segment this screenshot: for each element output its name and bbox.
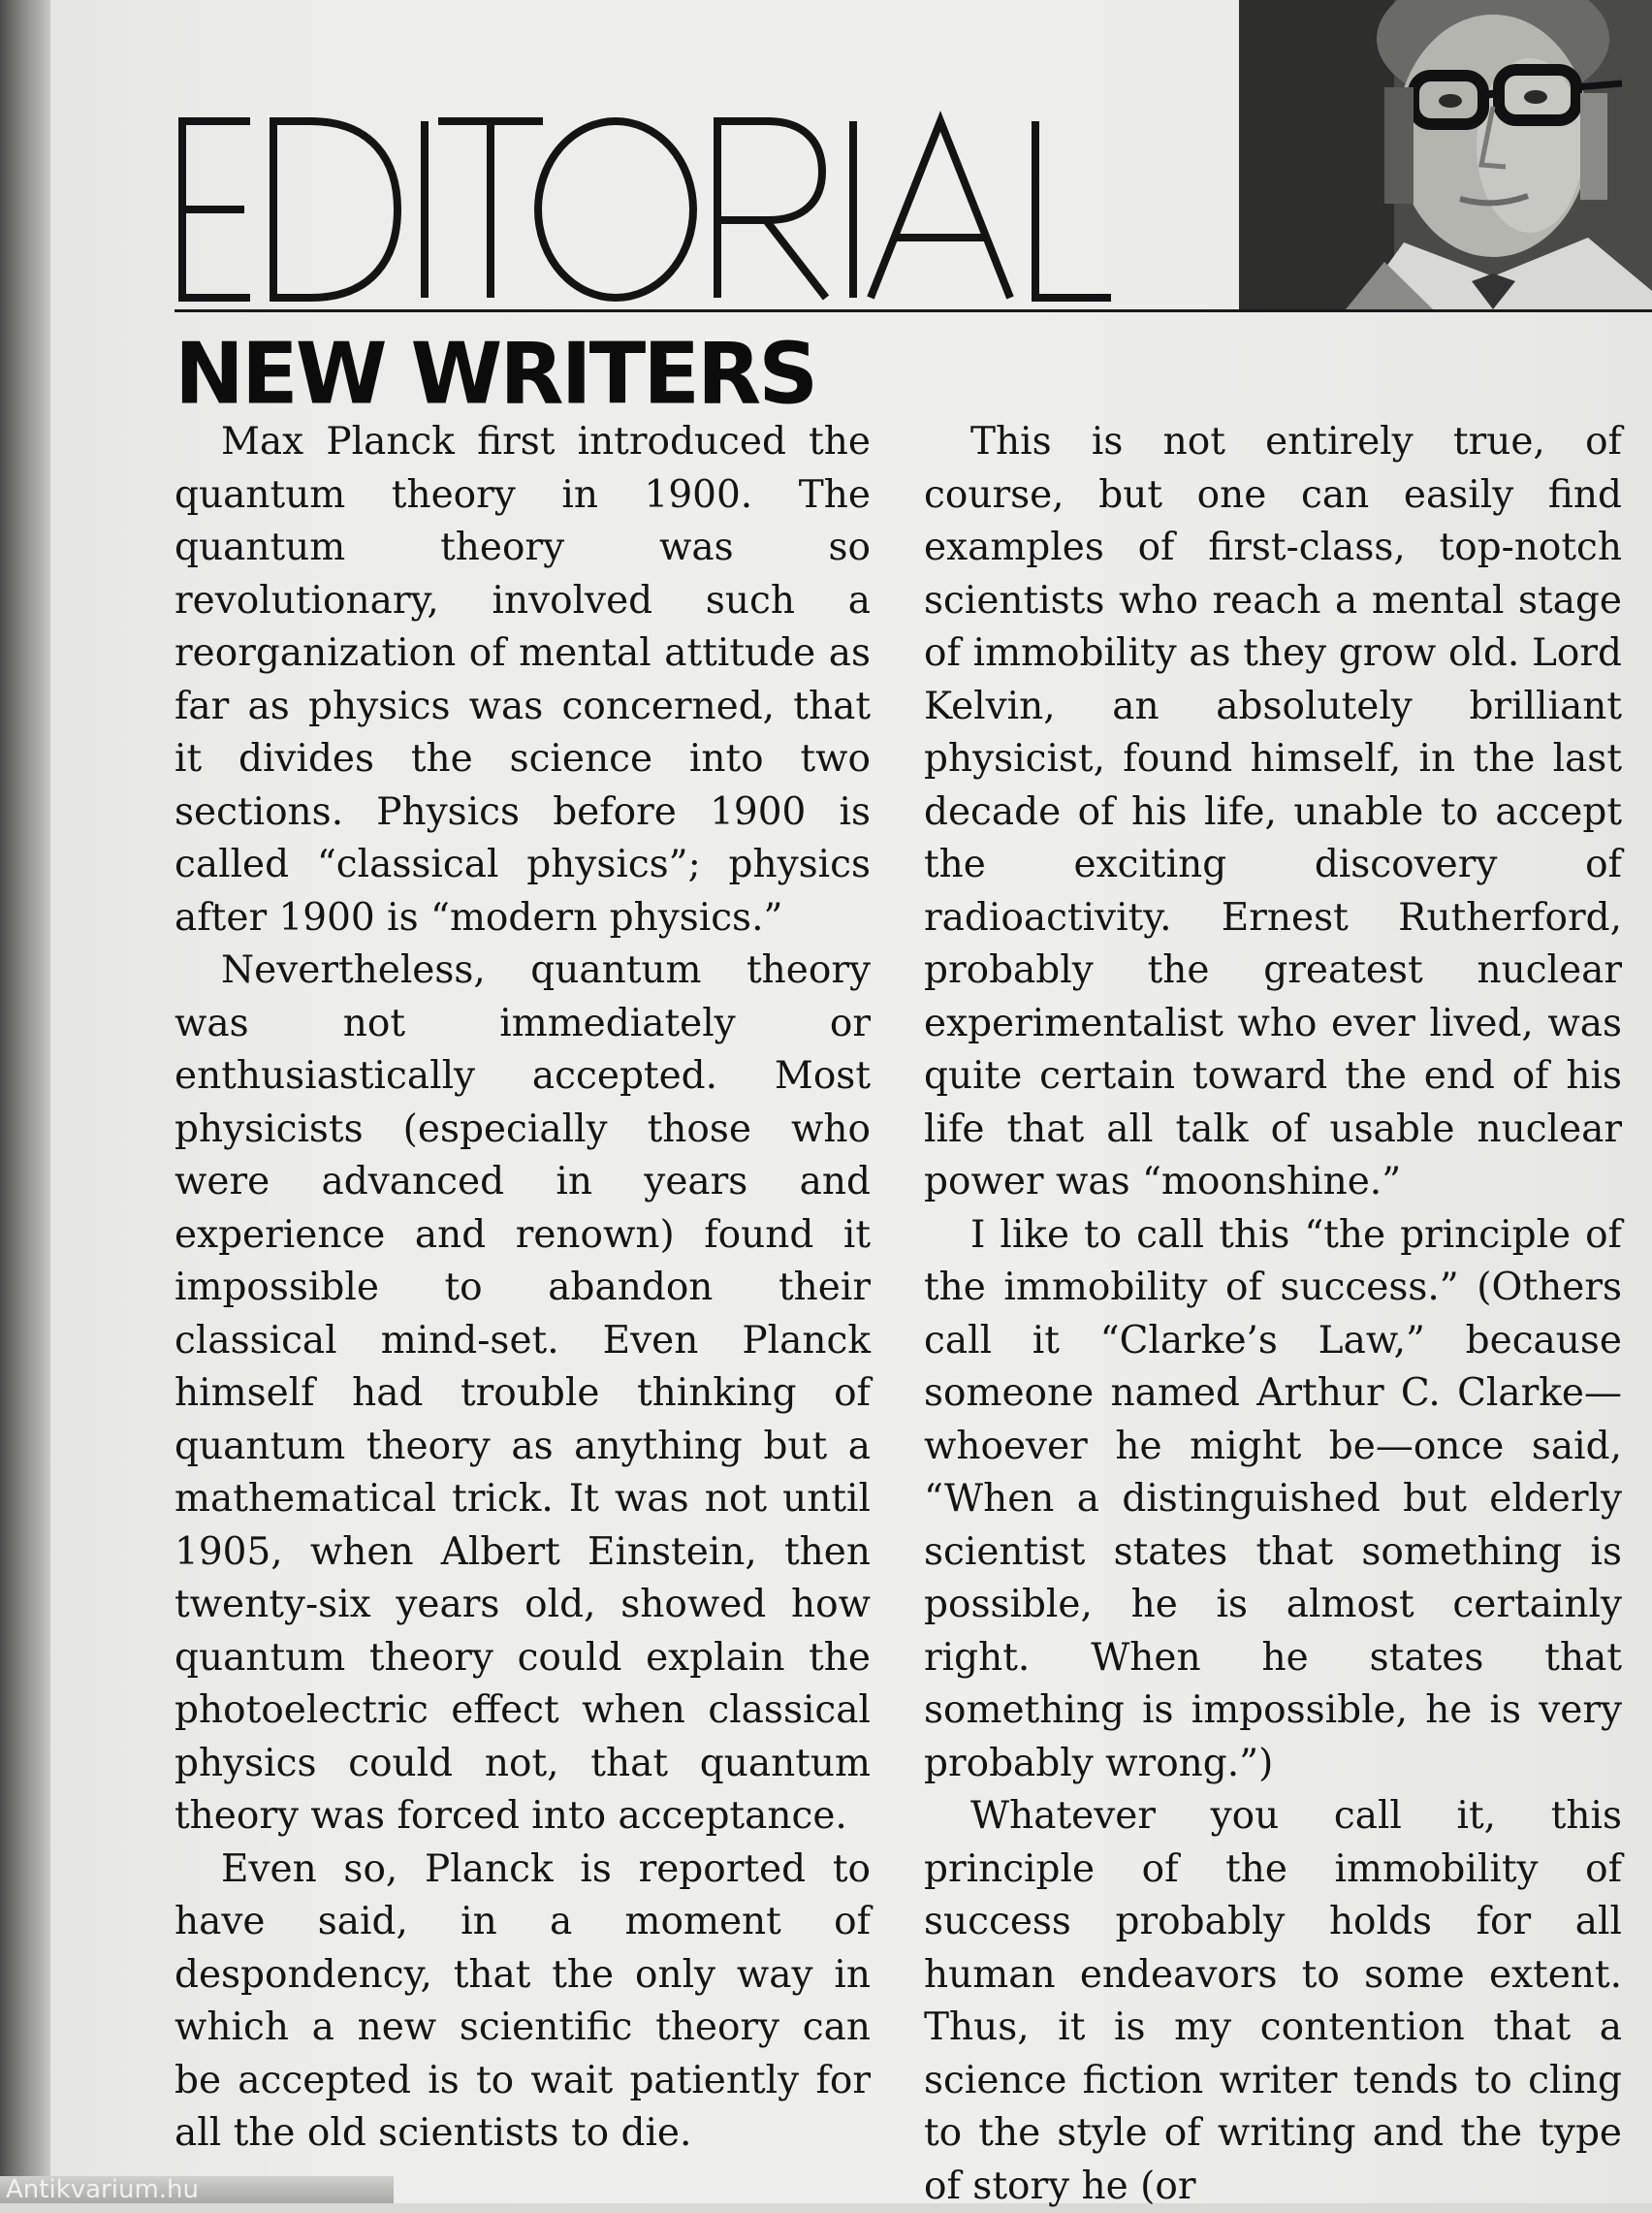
left-text-column — [175, 416, 871, 2161]
heading-rule — [175, 309, 1652, 312]
page-spine-shadow — [0, 0, 50, 2203]
paragraph: Nevertheless, quantum theory was not immediately or enthusiastically accepted. Most physicists (especially those who were advanced in years and experience and renown) found it impossible to abandon their classical mind-set. Even Planck himself had trouble thinking of quantum theory as anything but a mathematical trick. It was not until 1905, when Albert Einstein, then twenty-six years old, showed how quantum theory could explain the photoelectric effect when classical physics could not, that quantum theory was forced into acceptance. — [175, 948, 871, 1838]
author-portrait-photo — [1239, 0, 1652, 309]
paragraph: Max Planck first introduced the quantum theory in 1900. The quantum theory was so revolutionary, involved such a reorganization of mental attitude as far as physics was concerned, that it divides the science into two sections. Physics before 1900 is called “classical physics”; physics after 1900 is “modern physics.” — [175, 420, 871, 940]
paragraph: Whatever you call it, this principle of the immobility of success probably holds for all human endeavors to some extent. Thus, it is my contention that a science fiction writer tends to cling to the style of writing and the type of story he (or — [924, 1794, 1622, 2208]
paragraph: This is not entirely true, of course, but one can easily find examples of first-class, top-notch scientists who reach a mental stage of immobility as they grow old. Lord Kelvin, an absolutely brilliant physicist, found himself, in the last decade of his life, unable to accept the exciting discovery of radioactivity. Ernest Rutherford, probably the greatest nuclear experimentalist who ever lived, was quite certain toward the end of his life that all talk of usable nuclear power was “moonshine.” — [924, 420, 1622, 1203]
watermark-text: Antikvarium.hu — [0, 2176, 394, 2203]
article-headline: NEW WRITERS — [175, 325, 816, 424]
right-text-column — [924, 416, 1622, 2213]
editorial-heading-logotype — [175, 82, 1144, 315]
paragraph: I like to call this “the principle of the immobility of success.” (Others call it “Clarke’s Law,” because someone named Arthur C. Clarke—whoever he might be—once said, “When a distinguished but elderly scientist states that something is possible, he is almost certainly right. When he states that something is impossible, he is very probably wrong.”) — [924, 1212, 1622, 1785]
paragraph: Even so, Planck is reported to have said, in a moment of despondency, that the only way in which a new scientific theory can be accepted is to wait patiently for all the old scientists to die. — [175, 1846, 871, 2155]
